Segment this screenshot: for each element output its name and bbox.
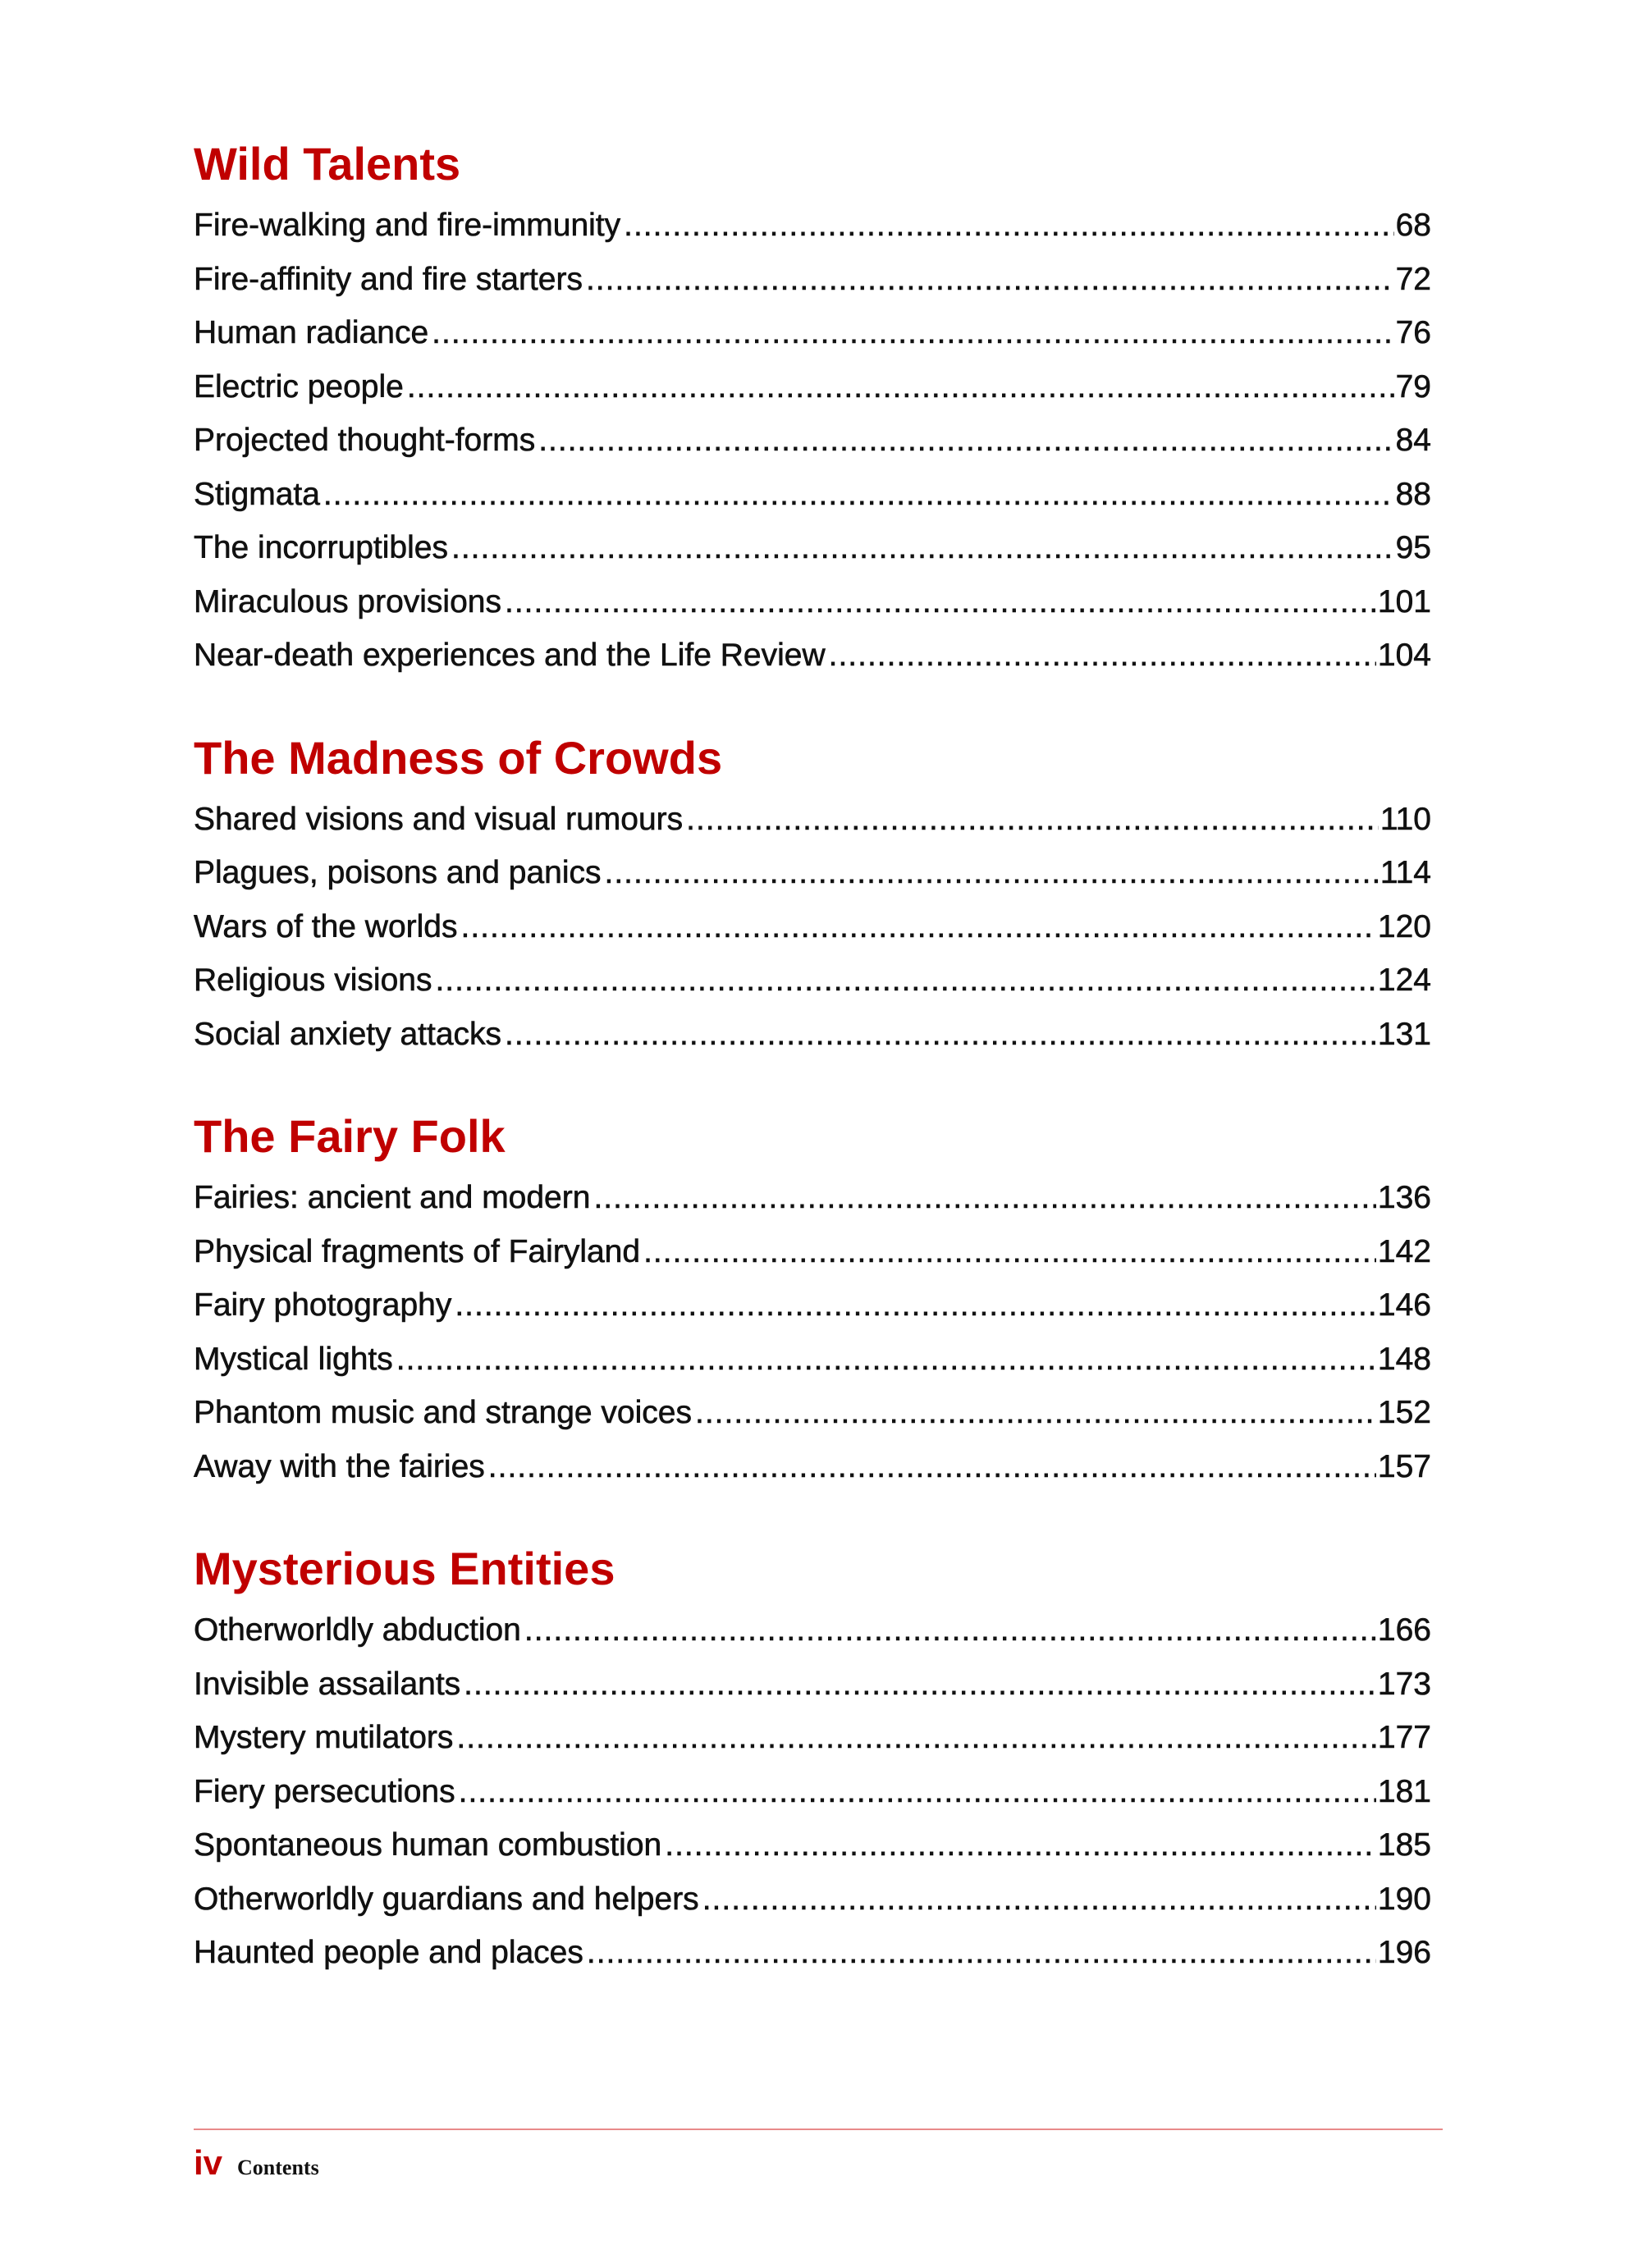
toc-entry[interactable]	[194, 1440, 1431, 1494]
toc-entry-label: Plagues, poisons and panics	[194, 855, 602, 890]
toc-entry[interactable]	[194, 1171, 1431, 1225]
dot-leader	[456, 1711, 1376, 1765]
toc-entry-label: Fairies: ancient and modern	[194, 1180, 591, 1215]
dot-leader	[829, 629, 1376, 683]
section-title: The Madness of Crowds	[194, 731, 723, 784]
toc-entry[interactable]	[194, 629, 1431, 683]
dot-leader	[435, 953, 1375, 1008]
toc-entry[interactable]	[194, 953, 1431, 1008]
dot-leader	[686, 793, 1379, 847]
toc-entry-label: Human radiance	[194, 315, 429, 350]
dot-leader	[605, 846, 1379, 900]
toc-entry[interactable]	[194, 1386, 1431, 1440]
toc-entry-page: 114	[1379, 855, 1431, 890]
dot-leader	[702, 1872, 1376, 1927]
toc-section-mysterious-entities	[194, 1536, 1431, 1980]
toc-entry[interactable]	[194, 1872, 1431, 1927]
toc-entry[interactable]	[194, 1818, 1431, 1872]
dot-leader	[587, 1926, 1376, 1980]
toc-entry-label: Social anxiety attacks	[194, 1016, 502, 1052]
toc-entry-label: Wars of the worlds	[194, 908, 458, 944]
toc-entry-label: Electric people	[194, 368, 404, 405]
toc-entry-page: 124	[1377, 963, 1431, 998]
toc-entry-page: 131	[1377, 1016, 1431, 1052]
toc-entry-page: 185	[1377, 1827, 1431, 1863]
toc-section-madness-of-crowds	[194, 725, 1431, 1062]
dot-leader	[624, 199, 1393, 253]
dot-leader	[464, 1658, 1376, 1712]
toc-entry[interactable]	[194, 846, 1431, 900]
toc-entry[interactable]	[194, 521, 1431, 575]
dot-leader	[488, 1440, 1376, 1494]
toc-entry-label: The incorruptibles	[194, 530, 448, 565]
toc-entry-label: Stigmata	[194, 476, 320, 512]
toc-entry[interactable]	[194, 1765, 1431, 1819]
toc-entry-page: 84	[1395, 423, 1431, 458]
toc-entry[interactable]	[194, 1008, 1431, 1062]
toc-entry[interactable]	[194, 1926, 1431, 1980]
dot-leader	[460, 900, 1375, 954]
toc-entry-page: 88	[1395, 476, 1431, 512]
toc-entry-label: Otherworldly abduction	[194, 1612, 521, 1648]
toc-entry-label: Projected thought-forms	[194, 423, 536, 458]
section-title: Mysterious Entities	[194, 1543, 615, 1594]
toc-entry[interactable]	[194, 199, 1431, 253]
page-footer	[194, 2143, 319, 2183]
toc-entry-label: Religious visions	[194, 963, 432, 998]
toc-entry-page: 104	[1377, 638, 1431, 673]
toc-entry-page: 79	[1395, 368, 1431, 405]
toc-entry-page: 157	[1377, 1448, 1431, 1484]
toc-entry-page: 72	[1395, 261, 1431, 297]
section-title: The Fairy Folk	[194, 1110, 506, 1162]
toc-page	[194, 131, 1431, 1980]
toc-entry-page: 152	[1377, 1395, 1431, 1430]
dot-leader	[407, 360, 1394, 414]
dot-leader	[695, 1386, 1376, 1440]
dot-leader	[665, 1818, 1376, 1872]
dot-leader	[455, 1278, 1376, 1333]
dot-leader	[593, 1171, 1375, 1225]
page-number: iv	[194, 2143, 223, 2182]
section-title: Wild Talents	[194, 138, 461, 190]
dot-leader	[396, 1333, 1376, 1387]
dot-leader	[432, 306, 1393, 360]
toc-entry[interactable]	[194, 900, 1431, 954]
toc-entry[interactable]	[194, 360, 1431, 414]
toc-entry[interactable]	[194, 306, 1431, 360]
toc-entry-label: Near-death experiences and the Life Review	[194, 638, 826, 673]
toc-entry-page: 136	[1377, 1180, 1431, 1215]
toc-entry[interactable]	[194, 1658, 1431, 1712]
toc-entry-label: Haunted people and places	[194, 1935, 583, 1970]
toc-entry-page: 95	[1395, 530, 1431, 565]
toc-list	[194, 199, 1431, 683]
toc-entry[interactable]	[194, 1333, 1431, 1387]
toc-entry-label: Invisible assailants	[194, 1666, 461, 1702]
toc-entry-page: 196	[1377, 1935, 1431, 1970]
dot-leader	[505, 1008, 1376, 1062]
dot-leader	[459, 1765, 1376, 1819]
toc-list	[194, 1603, 1431, 1980]
toc-entry-page: 166	[1377, 1612, 1431, 1648]
toc-entry-label: Physical fragments of Fairyland	[194, 1233, 641, 1269]
toc-entry-page: 142	[1377, 1233, 1431, 1269]
dot-leader	[538, 414, 1393, 468]
toc-entry[interactable]	[194, 414, 1431, 468]
toc-entry-label: Mystical lights	[194, 1341, 393, 1377]
toc-entry[interactable]	[194, 1278, 1431, 1333]
toc-entry-label: Fairy photography	[194, 1287, 452, 1323]
toc-entry-page: 68	[1395, 208, 1431, 243]
toc-entry-label: Fire-walking and fire-immunity	[194, 208, 621, 243]
toc-entry[interactable]	[194, 575, 1431, 629]
toc-entry-page: 110	[1379, 801, 1431, 837]
dot-leader	[505, 575, 1376, 629]
toc-entry-label: Fiery persecutions	[194, 1773, 455, 1809]
toc-entry-page: 148	[1377, 1341, 1431, 1377]
toc-entry-page: 181	[1377, 1773, 1431, 1809]
toc-entry-label: Miraculous provisions	[194, 583, 501, 620]
toc-entry[interactable]	[194, 1711, 1431, 1765]
toc-entry[interactable]	[194, 793, 1431, 847]
toc-entry-page: 76	[1395, 315, 1431, 350]
running-head: Contents	[237, 2156, 319, 2179]
toc-entry-label: Shared visions and visual rumours	[194, 801, 684, 837]
toc-entry-page: 177	[1377, 1720, 1431, 1755]
toc-entry-label: Fire-affinity and fire starters	[194, 261, 583, 297]
toc-entry-page: 146	[1377, 1287, 1431, 1323]
dot-leader	[643, 1225, 1376, 1279]
toc-entry-page: 173	[1377, 1666, 1431, 1702]
toc-entry-label: Mystery mutilators	[194, 1720, 454, 1755]
toc-entry-label: Phantom music and strange voices	[194, 1395, 692, 1430]
toc-entry-label: Otherworldly guardians and helpers	[194, 1881, 699, 1917]
toc-entry-page: 190	[1377, 1881, 1431, 1917]
toc-entry[interactable]	[194, 253, 1431, 307]
toc-entry[interactable]	[194, 1603, 1431, 1658]
footer-divider	[194, 2129, 1443, 2130]
toc-entry[interactable]	[194, 1225, 1431, 1279]
toc-entry-label: Away with the fairies	[194, 1448, 485, 1484]
toc-section-wild-talents	[194, 131, 1431, 683]
toc-list	[194, 1171, 1431, 1493]
toc-section-fairy-folk	[194, 1104, 1431, 1493]
dot-leader	[586, 253, 1394, 307]
dot-leader	[524, 1603, 1376, 1658]
toc-entry-page: 101	[1377, 583, 1431, 620]
toc-entry-page: 120	[1377, 908, 1431, 944]
toc-entry-label: Spontaneous human combustion	[194, 1827, 662, 1863]
toc-list	[194, 793, 1431, 1062]
dot-leader	[451, 521, 1394, 575]
toc-entry[interactable]	[194, 468, 1431, 522]
dot-leader	[323, 468, 1394, 522]
